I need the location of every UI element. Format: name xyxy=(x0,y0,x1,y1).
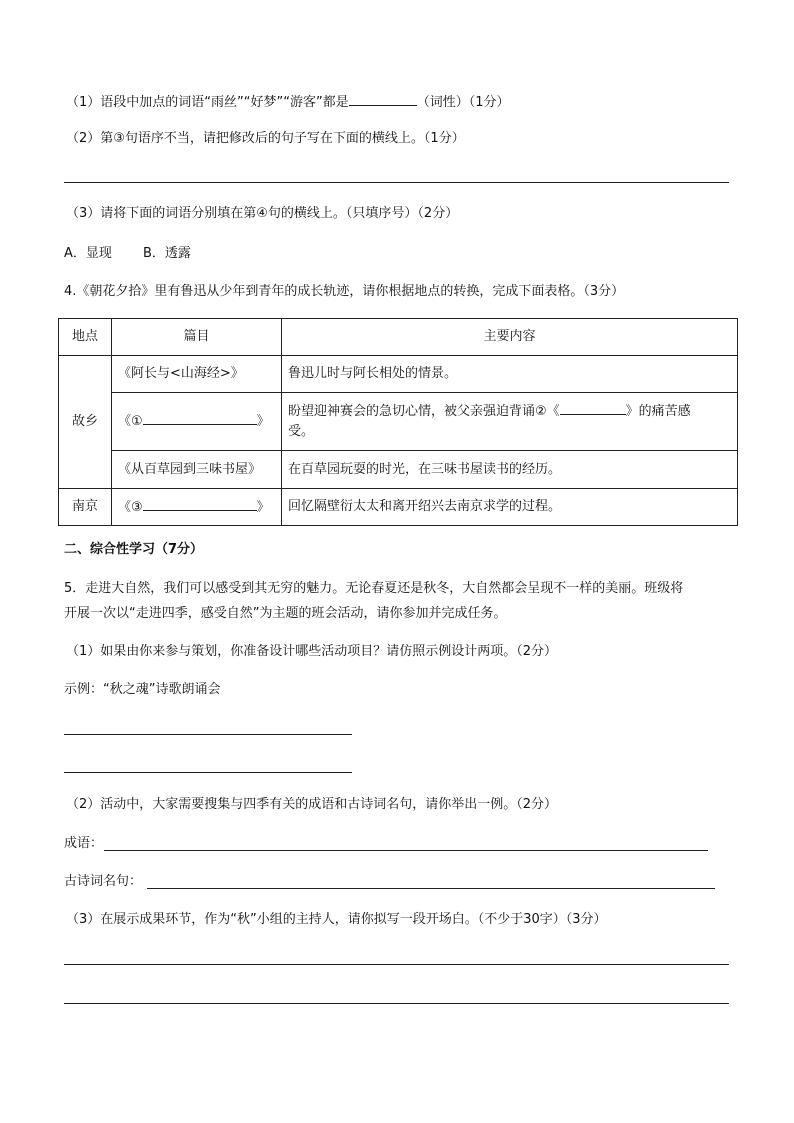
title-prefix: 《① xyxy=(118,414,143,429)
q1-part1-suffix: （词性）（1分） xyxy=(416,95,510,110)
q5-line1: 5．走进大自然，我们可以感受到其无穷的魅力。无论春夏还是秋冬，大自然都会呈现不一样的美丽。班级将 xyxy=(64,581,684,596)
content-part-b: 》的痛苦感 xyxy=(625,404,691,419)
q5-sub3: （3）在展示成果环节，作为“秋”小组的主持人，请你拟写一段开场白。（不少于30字）（3分） xyxy=(66,912,607,927)
poem-label: 古诗词名句： xyxy=(64,874,143,889)
title-cell: 《阿长与<山海经>》 xyxy=(112,356,282,393)
title-prefix: 《③ xyxy=(118,499,143,515)
content-cell: 在百草园玩耍的时光，在三味书屋读书的经历。 xyxy=(282,451,738,489)
header-place: 地点 xyxy=(59,319,112,356)
table-row xyxy=(59,393,738,451)
option-a: A．显现 xyxy=(64,246,112,261)
content-part-c: 受。 xyxy=(288,424,315,439)
blank-1[interactable] xyxy=(143,411,257,425)
content-cell xyxy=(282,393,738,451)
title-cell: 《从百草园到三味书屋》 xyxy=(112,451,282,489)
q1-part2: （2）第③句语序不当，请把修改后的句子写在下面的横线上。（1分） xyxy=(66,131,465,146)
poem-answer-line[interactable] xyxy=(147,888,715,889)
idiom-answer-line[interactable] xyxy=(104,850,708,851)
content-cell: 鲁迅儿时与阿长相处的情景。 xyxy=(282,356,738,393)
place-hometown: 故乡 xyxy=(59,356,112,489)
morning-flowers-table xyxy=(58,318,738,526)
opening-answer-line-2[interactable] xyxy=(64,1003,729,1004)
q5-sub1: （1）如果由你来参与策划，你准备设计哪些活动项目？请仿照示例设计两项。（2分） xyxy=(66,644,558,659)
blank-2[interactable] xyxy=(560,401,626,415)
example-text: 示例：“秋之魂”诗歌朗诵会 xyxy=(64,682,221,697)
title-suffix: 》 xyxy=(256,499,270,515)
title-suffix: 》 xyxy=(256,414,270,429)
blank-3[interactable] xyxy=(143,497,257,511)
q5-sub2: （2）活动中，大家需要搜集与四季有关的成语和古诗词名句，请你举出一例。（2分） xyxy=(66,797,558,812)
q4-prompt: 4.《朝花夕拾》里有鲁迅从少年到青年的成长轨迹，请你根据地点的转换，完成下面表格。（3分） xyxy=(64,284,625,299)
table-row xyxy=(59,356,738,393)
title-cell xyxy=(112,489,282,526)
activity-answer-line-1[interactable] xyxy=(64,734,352,735)
answer-line-part2[interactable] xyxy=(64,182,729,183)
content-part-a: 盼望迎神赛会的急切心情，被父亲强迫背诵②《 xyxy=(288,404,560,419)
table-row xyxy=(59,451,738,489)
section-heading: 二、综合性学习（7分） xyxy=(64,542,204,557)
q1-part1-prefix: （1）语段中加点的词语“雨丝”“好梦”“游客”都是 xyxy=(66,95,349,110)
opening-answer-line-1[interactable] xyxy=(64,964,729,965)
table-row xyxy=(59,489,738,526)
q1-part1 xyxy=(66,92,509,111)
place-nanjing: 南京 xyxy=(59,489,112,526)
option-b: B．透露 xyxy=(143,246,191,261)
header-title: 篇目 xyxy=(112,319,282,356)
idiom-label: 成语： xyxy=(64,836,104,851)
title-cell xyxy=(112,393,282,451)
activity-answer-line-2[interactable] xyxy=(64,772,352,773)
header-content: 主要内容 xyxy=(282,319,738,356)
table-header-row xyxy=(59,319,738,356)
part-of-speech-blank[interactable] xyxy=(349,92,417,106)
q1-part3: （3）请将下面的词语分别填在第④句的横线上。（只填序号）（2分） xyxy=(66,206,459,221)
content-cell: 回忆隔壁衍太太和离开绍兴去南京求学的过程。 xyxy=(282,489,738,526)
q5-line2: 开展一次以“走进四季，感受自然”为主题的班会活动，请你参加并完成任务。 xyxy=(64,606,507,621)
